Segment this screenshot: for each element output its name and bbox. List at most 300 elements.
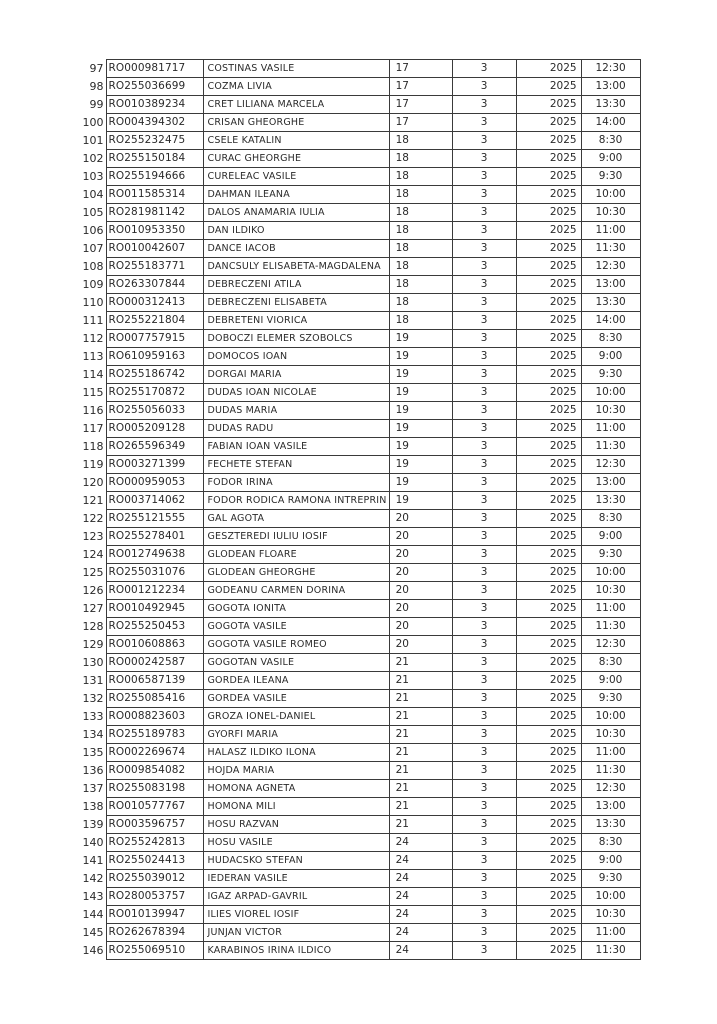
person-name: CURELEAC VASILE	[203, 168, 389, 186]
person-name: GORDEA VASILE	[203, 690, 389, 708]
time-cell: 9:00	[581, 150, 640, 168]
year-cell: 2025	[516, 294, 581, 312]
record-code: RO010389234	[106, 96, 203, 114]
table-row	[80, 492, 640, 510]
time-cell: 13:30	[581, 96, 640, 114]
month-cell: 3	[452, 438, 516, 456]
month-cell: 3	[452, 114, 516, 132]
day-cell: 20	[389, 528, 452, 546]
person-name: HOMONA MILI	[203, 798, 389, 816]
row-number: 112	[82, 332, 104, 345]
record-code: RO255031076	[106, 564, 203, 582]
time-cell: 9:30	[581, 168, 640, 186]
time-cell: 13:00	[581, 798, 640, 816]
day-cell: 24	[389, 924, 452, 942]
record-code: RO010042607	[106, 240, 203, 258]
table-row	[80, 672, 640, 690]
person-name: GLODEAN FLOARE	[203, 546, 389, 564]
year-cell: 2025	[516, 204, 581, 222]
time-cell: 12:30	[581, 636, 640, 654]
year-cell: 2025	[516, 780, 581, 798]
time-cell: 9:30	[581, 870, 640, 888]
time-cell: 13:00	[581, 78, 640, 96]
table-row	[80, 132, 640, 150]
year-cell: 2025	[516, 132, 581, 150]
record-code: RO255085416	[106, 690, 203, 708]
person-name: DEBRECZENI ELISABETA	[203, 294, 389, 312]
table-row	[80, 240, 640, 258]
person-name: CRISAN GHEORGHE	[203, 114, 389, 132]
person-name: HOSU VASILE	[203, 834, 389, 852]
row-number: 121	[82, 494, 104, 507]
year-cell: 2025	[516, 366, 581, 384]
row-number: 144	[82, 908, 104, 921]
year-cell: 2025	[516, 690, 581, 708]
record-code: RO003714062	[106, 492, 203, 510]
row-number: 135	[82, 746, 104, 759]
record-code: RO255036699	[106, 78, 203, 96]
day-cell: 18	[389, 258, 452, 276]
day-cell: 24	[389, 906, 452, 924]
day-cell: 20	[389, 510, 452, 528]
table-row	[80, 834, 640, 852]
year-cell: 2025	[516, 564, 581, 582]
row-number: 104	[82, 188, 104, 201]
time-cell: 8:30	[581, 654, 640, 672]
table-row	[80, 474, 640, 492]
record-code: RO255056033	[106, 402, 203, 420]
year-cell: 2025	[516, 744, 581, 762]
row-number: 124	[82, 548, 104, 561]
table-row	[80, 600, 640, 618]
year-cell: 2025	[516, 546, 581, 564]
year-cell: 2025	[516, 420, 581, 438]
day-cell: 18	[389, 132, 452, 150]
record-code: RO001212234	[106, 582, 203, 600]
month-cell: 3	[452, 132, 516, 150]
time-cell: 12:30	[581, 60, 640, 78]
person-name: HOSU RAZVAN	[203, 816, 389, 834]
year-cell: 2025	[516, 492, 581, 510]
row-number: 143	[82, 890, 104, 903]
time-cell: 10:30	[581, 726, 640, 744]
month-cell: 3	[452, 366, 516, 384]
time-cell: 10:00	[581, 186, 640, 204]
day-cell: 18	[389, 150, 452, 168]
time-cell: 9:00	[581, 528, 640, 546]
day-cell: 19	[389, 456, 452, 474]
year-cell: 2025	[516, 834, 581, 852]
row-number: 117	[82, 422, 104, 435]
year-cell: 2025	[516, 798, 581, 816]
record-code: RO281981142	[106, 204, 203, 222]
row-number: 127	[82, 602, 104, 615]
month-cell: 3	[452, 780, 516, 798]
month-cell: 3	[452, 474, 516, 492]
table-row	[80, 312, 640, 330]
row-number: 109	[82, 278, 104, 291]
day-cell: 21	[389, 654, 452, 672]
person-name: GODEANU CARMEN DORINA	[203, 582, 389, 600]
row-number: 102	[82, 152, 104, 165]
time-cell: 9:00	[581, 348, 640, 366]
person-name: FODOR IRINA	[203, 474, 389, 492]
time-cell: 10:00	[581, 564, 640, 582]
row-number: 145	[82, 926, 104, 939]
day-cell: 24	[389, 834, 452, 852]
year-cell: 2025	[516, 906, 581, 924]
day-cell: 21	[389, 690, 452, 708]
record-code: RO265596349	[106, 438, 203, 456]
record-code: RO255121555	[106, 510, 203, 528]
month-cell: 3	[452, 762, 516, 780]
table-row	[80, 888, 640, 906]
month-cell: 3	[452, 672, 516, 690]
day-cell: 18	[389, 186, 452, 204]
table-row	[80, 816, 640, 834]
record-code: RO263307844	[106, 276, 203, 294]
year-cell: 2025	[516, 600, 581, 618]
month-cell: 3	[452, 708, 516, 726]
time-cell: 12:30	[581, 258, 640, 276]
year-cell: 2025	[516, 942, 581, 960]
table-row	[80, 564, 640, 582]
day-cell: 24	[389, 888, 452, 906]
record-code: RO011585314	[106, 186, 203, 204]
person-name: GOGOTAN VASILE	[203, 654, 389, 672]
year-cell: 2025	[516, 384, 581, 402]
month-cell: 3	[452, 402, 516, 420]
row-number: 131	[82, 674, 104, 687]
time-cell: 13:30	[581, 816, 640, 834]
record-code: RO280053757	[106, 888, 203, 906]
table-row	[80, 402, 640, 420]
person-name: DANCE IACOB	[203, 240, 389, 258]
row-number: 105	[82, 206, 104, 219]
record-code: RO255024413	[106, 852, 203, 870]
year-cell: 2025	[516, 456, 581, 474]
month-cell: 3	[452, 888, 516, 906]
record-code: RO000312413	[106, 294, 203, 312]
month-cell: 3	[452, 636, 516, 654]
time-cell: 9:30	[581, 366, 640, 384]
year-cell: 2025	[516, 348, 581, 366]
table-row	[80, 276, 640, 294]
record-code: RO255039012	[106, 870, 203, 888]
table-row	[80, 222, 640, 240]
row-number: 116	[82, 404, 104, 417]
month-cell: 3	[452, 870, 516, 888]
year-cell: 2025	[516, 240, 581, 258]
record-code: RO003596757	[106, 816, 203, 834]
person-name: GROZA IONEL-DANIEL	[203, 708, 389, 726]
time-cell: 11:30	[581, 618, 640, 636]
table-row	[80, 528, 640, 546]
time-cell: 13:30	[581, 492, 640, 510]
month-cell: 3	[452, 60, 516, 78]
time-cell: 10:00	[581, 384, 640, 402]
time-cell: 9:00	[581, 852, 640, 870]
row-number: 126	[82, 584, 104, 597]
year-cell: 2025	[516, 636, 581, 654]
day-cell: 21	[389, 744, 452, 762]
time-cell: 14:00	[581, 114, 640, 132]
table-row	[80, 366, 640, 384]
year-cell: 2025	[516, 726, 581, 744]
time-cell: 13:30	[581, 294, 640, 312]
time-cell: 8:30	[581, 132, 640, 150]
year-cell: 2025	[516, 654, 581, 672]
record-code: RO255221804	[106, 312, 203, 330]
row-number: 130	[82, 656, 104, 669]
year-cell: 2025	[516, 708, 581, 726]
day-cell: 21	[389, 708, 452, 726]
month-cell: 3	[452, 312, 516, 330]
table-row	[80, 582, 640, 600]
year-cell: 2025	[516, 672, 581, 690]
table-row	[80, 780, 640, 798]
month-cell: 3	[452, 582, 516, 600]
month-cell: 3	[452, 96, 516, 114]
person-name: DANCSULY ELISABETA-MAGDALENA	[203, 258, 389, 276]
record-code: RO255170872	[106, 384, 203, 402]
day-cell: 18	[389, 168, 452, 186]
day-cell: 18	[389, 294, 452, 312]
month-cell: 3	[452, 384, 516, 402]
year-cell: 2025	[516, 618, 581, 636]
day-cell: 17	[389, 114, 452, 132]
month-cell: 3	[452, 420, 516, 438]
time-cell: 12:30	[581, 456, 640, 474]
person-name: FABIAN IOAN VASILE	[203, 438, 389, 456]
person-name: FODOR RODICA RAMONA INTREPRIN	[203, 492, 389, 510]
day-cell: 21	[389, 816, 452, 834]
time-cell: 8:30	[581, 330, 640, 348]
record-code: RO010492945	[106, 600, 203, 618]
day-cell: 18	[389, 276, 452, 294]
person-name: CURAC GHEORGHE	[203, 150, 389, 168]
person-name: IEDERAN VASILE	[203, 870, 389, 888]
year-cell: 2025	[516, 330, 581, 348]
record-code: RO255069510	[106, 942, 203, 960]
person-name: GOGOTA VASILE ROMEO	[203, 636, 389, 654]
person-name: DEBRECZENI ATILA	[203, 276, 389, 294]
record-code: RO255278401	[106, 528, 203, 546]
person-name: GORDEA ILEANA	[203, 672, 389, 690]
row-number: 138	[82, 800, 104, 813]
record-code: RO009854082	[106, 762, 203, 780]
year-cell: 2025	[516, 528, 581, 546]
table-row	[80, 942, 640, 960]
month-cell: 3	[452, 294, 516, 312]
record-code: RO010608863	[106, 636, 203, 654]
record-code: RO010139947	[106, 906, 203, 924]
row-number: 142	[82, 872, 104, 885]
person-name: DUDAS IOAN NICOLAE	[203, 384, 389, 402]
person-name: DUDAS RADU	[203, 420, 389, 438]
year-cell: 2025	[516, 762, 581, 780]
person-name: GOGOTA IONITA	[203, 600, 389, 618]
time-cell: 9:00	[581, 672, 640, 690]
time-cell: 10:30	[581, 582, 640, 600]
table-row	[80, 726, 640, 744]
time-cell: 11:00	[581, 420, 640, 438]
year-cell: 2025	[516, 870, 581, 888]
table-row	[80, 294, 640, 312]
month-cell: 3	[452, 222, 516, 240]
table-row	[80, 690, 640, 708]
year-cell: 2025	[516, 258, 581, 276]
day-cell: 19	[389, 366, 452, 384]
row-number: 125	[82, 566, 104, 579]
record-code: RO255183771	[106, 258, 203, 276]
person-name: HUDACSKO STEFAN	[203, 852, 389, 870]
time-cell: 8:30	[581, 510, 640, 528]
month-cell: 3	[452, 852, 516, 870]
year-cell: 2025	[516, 114, 581, 132]
record-code: RO255083198	[106, 780, 203, 798]
row-number: 99	[89, 98, 104, 111]
year-cell: 2025	[516, 78, 581, 96]
record-code: RO008823603	[106, 708, 203, 726]
year-cell: 2025	[516, 150, 581, 168]
month-cell: 3	[452, 456, 516, 474]
row-number: 120	[82, 476, 104, 489]
row-number: 113	[82, 350, 104, 363]
person-name: DUDAS MARIA	[203, 402, 389, 420]
person-name: GOGOTA VASILE	[203, 618, 389, 636]
record-code: RO255232475	[106, 132, 203, 150]
table-row	[80, 204, 640, 222]
day-cell: 24	[389, 852, 452, 870]
day-cell: 18	[389, 240, 452, 258]
row-number: 100	[82, 116, 104, 129]
person-name: HOMONA AGNETA	[203, 780, 389, 798]
person-name: ILIES VIOREL IOSIF	[203, 906, 389, 924]
day-cell: 17	[389, 96, 452, 114]
month-cell: 3	[452, 492, 516, 510]
row-number: 122	[82, 512, 104, 525]
day-cell: 19	[389, 348, 452, 366]
year-cell: 2025	[516, 852, 581, 870]
table-row	[80, 60, 640, 78]
month-cell: 3	[452, 330, 516, 348]
row-number: 108	[82, 260, 104, 273]
time-cell: 9:30	[581, 690, 640, 708]
person-name: GAL AGOTA	[203, 510, 389, 528]
month-cell: 3	[452, 348, 516, 366]
day-cell: 19	[389, 402, 452, 420]
time-cell: 8:30	[581, 834, 640, 852]
appointments-table	[80, 59, 641, 960]
person-name: FECHETE STEFAN	[203, 456, 389, 474]
year-cell: 2025	[516, 474, 581, 492]
table-row	[80, 456, 640, 474]
table-row	[80, 168, 640, 186]
person-name: DEBRETENI VIORICA	[203, 312, 389, 330]
record-code: RO255242813	[106, 834, 203, 852]
record-code: RO004394302	[106, 114, 203, 132]
row-number: 119	[82, 458, 104, 471]
person-name: HOJDA MARIA	[203, 762, 389, 780]
record-code: RO000981717	[106, 60, 203, 78]
month-cell: 3	[452, 258, 516, 276]
day-cell: 20	[389, 600, 452, 618]
row-number: 110	[82, 296, 104, 309]
row-number: 98	[89, 80, 104, 93]
row-number: 128	[82, 620, 104, 633]
time-cell: 11:00	[581, 222, 640, 240]
year-cell: 2025	[516, 888, 581, 906]
day-cell: 20	[389, 564, 452, 582]
person-name: GLODEAN GHEORGHE	[203, 564, 389, 582]
table-row	[80, 924, 640, 942]
day-cell: 21	[389, 780, 452, 798]
record-code: RO255186742	[106, 366, 203, 384]
month-cell: 3	[452, 726, 516, 744]
day-cell: 19	[389, 474, 452, 492]
time-cell: 10:30	[581, 906, 640, 924]
table-row	[80, 546, 640, 564]
day-cell: 21	[389, 672, 452, 690]
person-name: DORGAI MARIA	[203, 366, 389, 384]
record-code: RO012749638	[106, 546, 203, 564]
row-number: 134	[82, 728, 104, 741]
table-row	[80, 636, 640, 654]
row-number: 97	[89, 62, 104, 75]
row-number: 146	[82, 944, 104, 957]
day-cell: 19	[389, 438, 452, 456]
day-cell: 20	[389, 636, 452, 654]
month-cell: 3	[452, 618, 516, 636]
row-number: 137	[82, 782, 104, 795]
day-cell: 20	[389, 582, 452, 600]
month-cell: 3	[452, 924, 516, 942]
person-name: DOMOCOS IOAN	[203, 348, 389, 366]
table-row	[80, 744, 640, 762]
day-cell: 24	[389, 942, 452, 960]
table-row	[80, 654, 640, 672]
year-cell: 2025	[516, 276, 581, 294]
day-cell: 21	[389, 798, 452, 816]
year-cell: 2025	[516, 924, 581, 942]
record-code: RO007757915	[106, 330, 203, 348]
day-cell: 21	[389, 726, 452, 744]
month-cell: 3	[452, 906, 516, 924]
table-row	[80, 150, 640, 168]
row-number: 106	[82, 224, 104, 237]
year-cell: 2025	[516, 438, 581, 456]
table-row	[80, 348, 640, 366]
day-cell: 19	[389, 330, 452, 348]
year-cell: 2025	[516, 402, 581, 420]
month-cell: 3	[452, 816, 516, 834]
table-row	[80, 186, 640, 204]
month-cell: 3	[452, 564, 516, 582]
day-cell: 21	[389, 762, 452, 780]
person-name: DAN ILDIKO	[203, 222, 389, 240]
row-number: 114	[82, 368, 104, 381]
time-cell: 10:00	[581, 708, 640, 726]
time-cell: 11:30	[581, 240, 640, 258]
table-row	[80, 870, 640, 888]
row-number: 139	[82, 818, 104, 831]
record-code: RO006587139	[106, 672, 203, 690]
time-cell: 11:30	[581, 942, 640, 960]
record-code: RO255194666	[106, 168, 203, 186]
day-cell: 18	[389, 222, 452, 240]
year-cell: 2025	[516, 312, 581, 330]
